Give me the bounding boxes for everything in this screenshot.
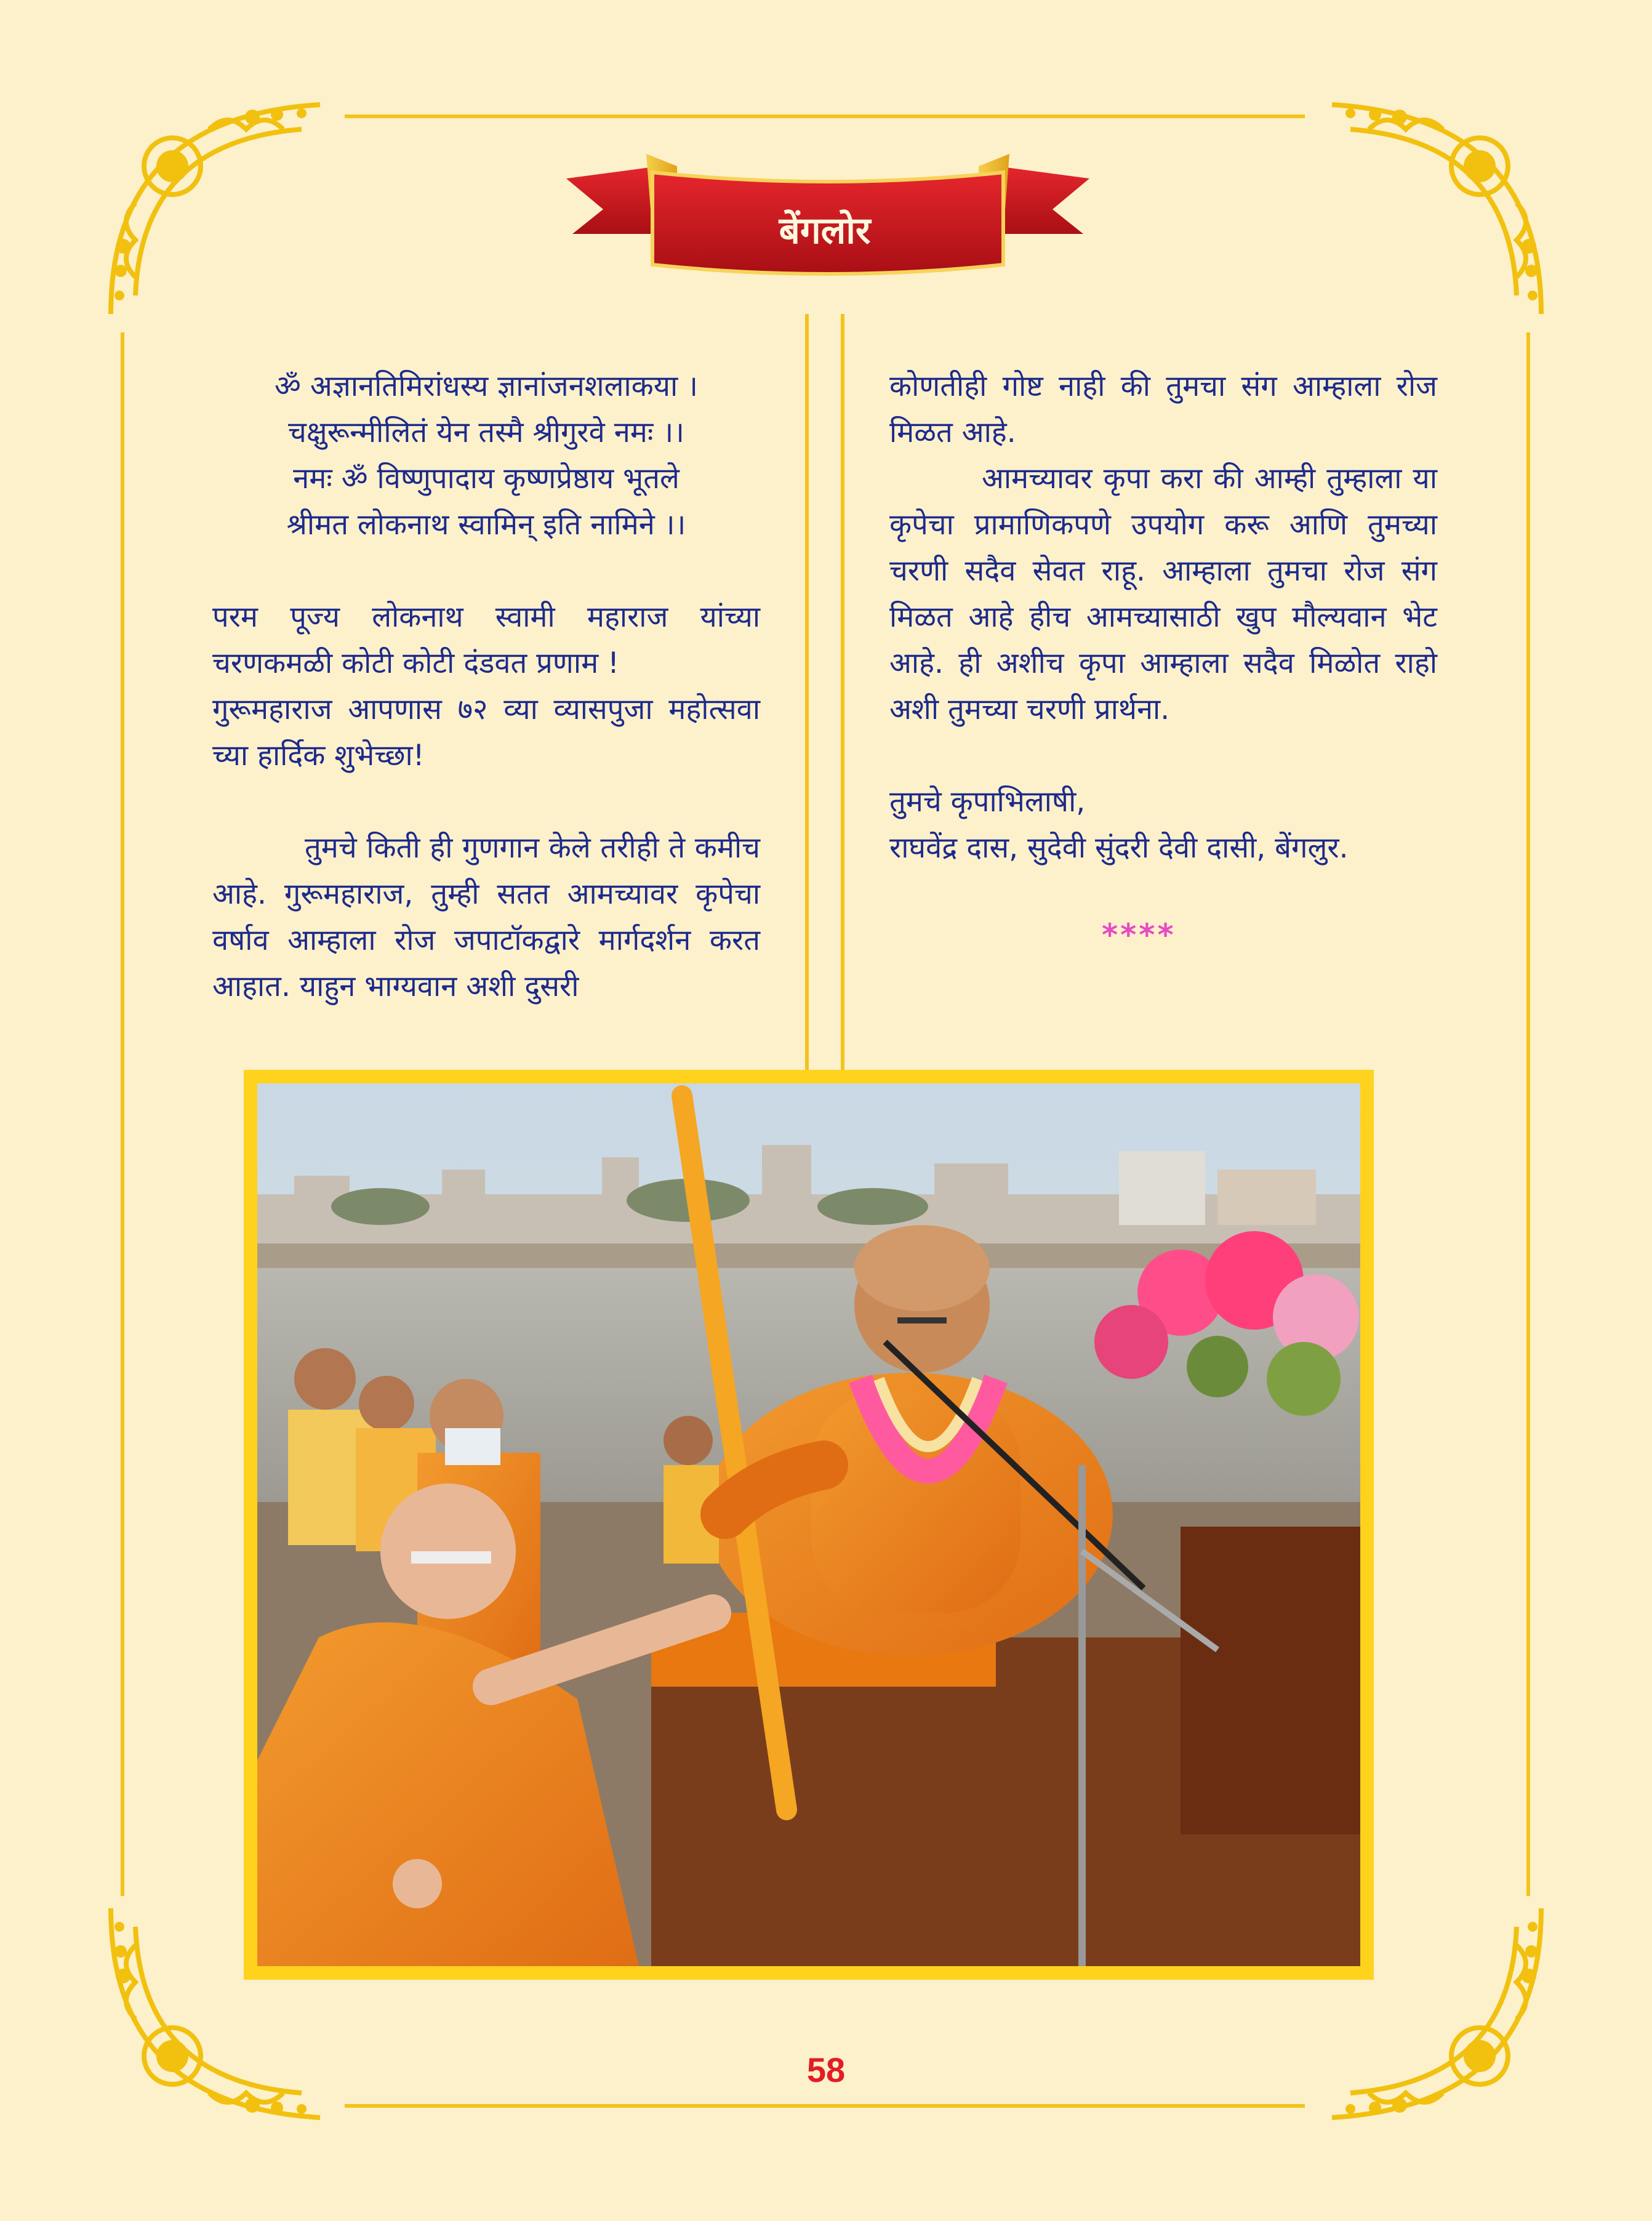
shloka-line: चक्षुरून्मीलितं येन तस्मै श्रीगुरवे नमः ।। bbox=[288, 416, 684, 449]
continuation-text: कोणतीही गोष्ट नाही की तुमचा संग आम्हाला रोज मिळत आहे. bbox=[889, 369, 1437, 449]
corner-ornament-top-left bbox=[98, 92, 357, 351]
photo-frame bbox=[244, 1070, 1374, 1980]
column-divider-left bbox=[805, 314, 809, 1071]
border-bottom-line bbox=[345, 2104, 1305, 2108]
photo-guru-on-riverbank bbox=[257, 1083, 1360, 1966]
corner-ornament-top-right bbox=[1295, 92, 1554, 351]
right-column bbox=[889, 363, 1437, 871]
shloka-line: नमः ॐ विष्णुपादाय कृष्णप्रेष्ठाय भूतले bbox=[293, 462, 680, 496]
border-right-line bbox=[1526, 332, 1530, 1896]
decorative-stars: **** bbox=[1102, 917, 1176, 953]
closing-text: तुमचे कृपाभिलाषी, bbox=[889, 785, 1086, 819]
column-divider-right bbox=[841, 314, 844, 1071]
signature-text: राघवेंद्र दास, सुदेवी सुंदरी देवी दासी, बेंगलुर. bbox=[889, 831, 1349, 865]
wishes-text: गुरूमहाराज आपणास ७२ व्या व्यासपुजा महोत्सवा च्या हार्दिक शुभेच्छा! bbox=[212, 693, 760, 773]
border-top-line bbox=[345, 114, 1305, 118]
shloka-line: ॐ अज्ञानतिमिरांधस्य ज्ञानांजनशलाकया । bbox=[275, 369, 698, 403]
border-left-line bbox=[121, 332, 124, 1896]
page-number: 58 bbox=[806, 2050, 846, 2089]
page-title: बेंगलोर bbox=[779, 209, 871, 252]
shloka-line: श्रीमत लोकनाथ स्वामिन् इति नामिने ।। bbox=[286, 508, 686, 542]
left-column bbox=[212, 363, 760, 1010]
greeting-text: परम पूज्य लोकनाथ स्वामी महाराज यांच्या चरणकमळी कोटी कोटी दंडवत प्रणाम ! bbox=[212, 600, 760, 680]
body-paragraph: आमच्यावर कृपा करा की आम्ही तुम्हाला या कृपेचा प्रामाणिकपणे उपयोग करू आणि तुमच्या चरणी सदैव सेवत राहू. आम्हाला तुमचा रोज संग मिळत आहे हीच आमच्यासाठी खुप मौल्यवान भेट आहे. ही अशीच कृपा आम्हाला सदैव मिळोत राहो अशी तुमच्या चरणी प्रार्थना. bbox=[889, 462, 1437, 726]
body-paragraph: तुमचे किती ही गुणगान केले तरीही ते कमीच आहे. गुरूमहाराज, तुम्ही सतत आमच्यावर कृपेचा वर्षाव आम्हाला रोज जपाटॉकद्वारे मार्गदर्शन करत आहात. याहुन भाग्यवान अशी दुसरी bbox=[212, 831, 760, 1003]
